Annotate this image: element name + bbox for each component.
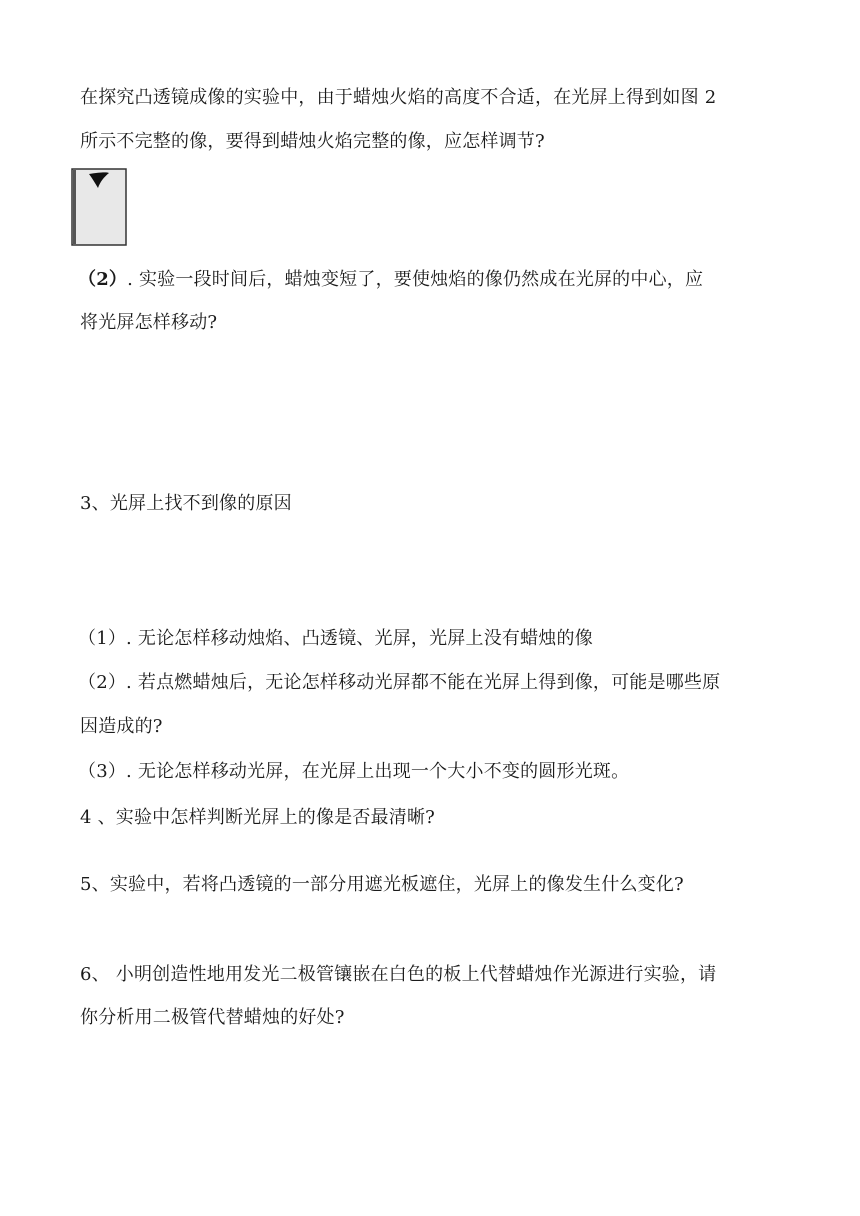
sub-question-2-line-1: [78, 268, 703, 292]
section-3-item-2-line-2: 因造成的?: [80, 716, 163, 737]
sub-question-2-number: （2）: [78, 269, 128, 290]
figure-2-incomplete-image: [71, 168, 127, 246]
sub-question-2-text: . 实验一段时间后，蜡烛变短了，要使烛焰的像仍然成在光屏的中心，应: [127, 269, 704, 290]
section-6-line-2: 你分析用二极管代替蜡烛的好处?: [80, 1007, 345, 1028]
section-6-line-1: 6、 小明创造性地用发光二极管镶嵌在白色的板上代替蜡烛作光源进行实验，请: [80, 964, 717, 985]
section-3-heading: 3、光屏上找不到像的原因: [80, 493, 292, 514]
section-3-item-1: （1）. 无论怎样移动烛焰、凸透镜、光屏，光屏上没有蜡烛的像: [78, 628, 593, 649]
section-5-question: 5、实验中，若将凸透镜的一部分用遮光板遮住，光屏上的像发生什么变化?: [80, 874, 684, 895]
section-4-question: 4 、实验中怎样判断光屏上的像是否最清晰?: [80, 807, 436, 828]
section-3-item-3: （3）. 无论怎样移动光屏，在光屏上出现一个大小不变的圆形光斑。: [78, 761, 630, 782]
question-intro-line-1: 在探究凸透镜成像的实验中，由于蜡烛火焰的高度不合适，在光屏上得到如图 2: [80, 87, 717, 108]
question-intro-line-2: 所示不完整的像，要得到蜡烛火焰完整的像，应怎样调节?: [80, 131, 545, 152]
sub-question-2-line-2: 将光屏怎样移动?: [80, 312, 218, 333]
section-3-item-2-line-1: （2）. 若点燃蜡烛后，无论怎样移动光屏都不能在光屏上得到像，可能是哪些原: [78, 672, 721, 693]
